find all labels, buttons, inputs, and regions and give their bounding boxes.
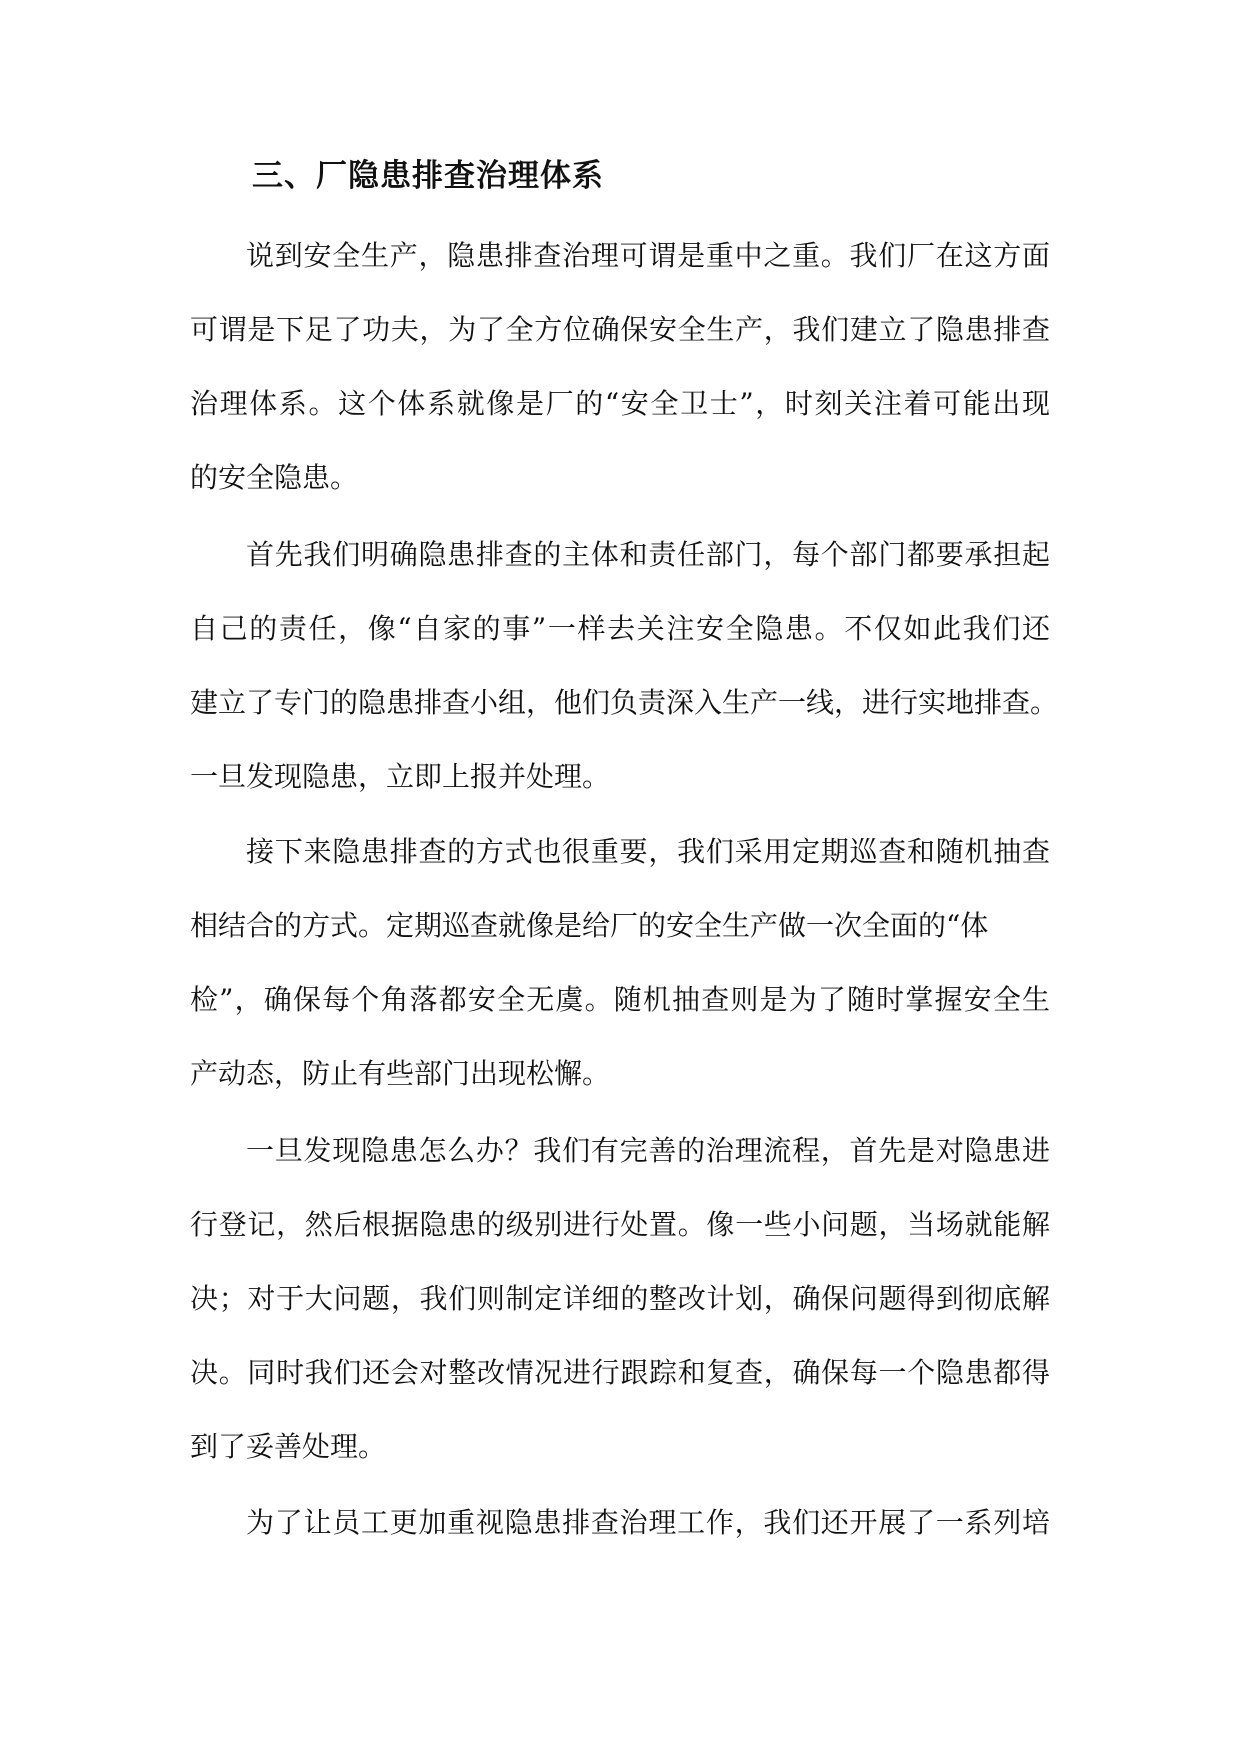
paragraph-4-line-1: 一旦发现隐患怎么办？我们有完善的治理流程，首先是对隐患进 xyxy=(246,1134,1050,1167)
paragraph-1-line-4: 的安全隐患。 xyxy=(190,461,359,494)
paragraph-4-line-5: 到了妥善处理。 xyxy=(190,1430,387,1463)
paragraph-2-line-2: 自己的责任，像“自家的事”一样去关注安全隐患。不仅如此我们还 xyxy=(190,612,1050,645)
paragraph-2-line-1: 首先我们明确隐患排查的主体和责任部门，每个部门都要承担起 xyxy=(246,538,1050,571)
paragraph-1-line-2: 可谓是下足了功夫，为了全方位确保安全生产，我们建立了隐患排查 xyxy=(190,313,1050,346)
paragraph-4-line-2: 行登记，然后根据隐患的级别进行处置。像一些小问题，当场就能解 xyxy=(190,1208,1050,1241)
paragraph-5-line-1: 为了让员工更加重视隐患排查治理工作，我们还开展了一系列培 xyxy=(246,1506,1050,1539)
paragraph-2-line-3: 建立了专门的隐患排查小组，他们负责深入生产一线，进行实地排查。 xyxy=(190,686,1059,719)
section-heading: 三、厂隐患排查治理体系 xyxy=(252,158,604,194)
paragraph-1-line-3: 治理体系。这个体系就像是厂的“安全卫士”，时刻关注着可能出现 xyxy=(190,387,1050,420)
paragraph-3-line-1: 接下来隐患排查的方式也很重要，我们采用定期巡查和随机抽查 xyxy=(246,835,1050,868)
paragraph-3-line-2: 相结合的方式。定期巡查就像是给厂的安全生产做一次全面的“体 xyxy=(190,909,989,942)
paragraph-2-line-4: 一旦发现隐患，立即上报并处理。 xyxy=(190,760,611,793)
paragraph-1-line-1: 说到安全生产，隐患排查治理可谓是重中之重。我们厂在这方面 xyxy=(246,239,1050,272)
paragraph-4-line-4: 决。同时我们还会对整改情况进行跟踪和复查，确保每一个隐患都得 xyxy=(190,1356,1050,1389)
paragraph-4-line-3: 决；对于大问题，我们则制定详细的整改计划，确保问题得到彻底解 xyxy=(190,1282,1050,1315)
paragraph-3-line-3: 检”，确保每个角落都安全无虞。随机抽查则是为了随时掌握安全生 xyxy=(190,983,1050,1016)
paragraph-3-line-4: 产动态，防止有些部门出现松懈。 xyxy=(190,1057,611,1090)
